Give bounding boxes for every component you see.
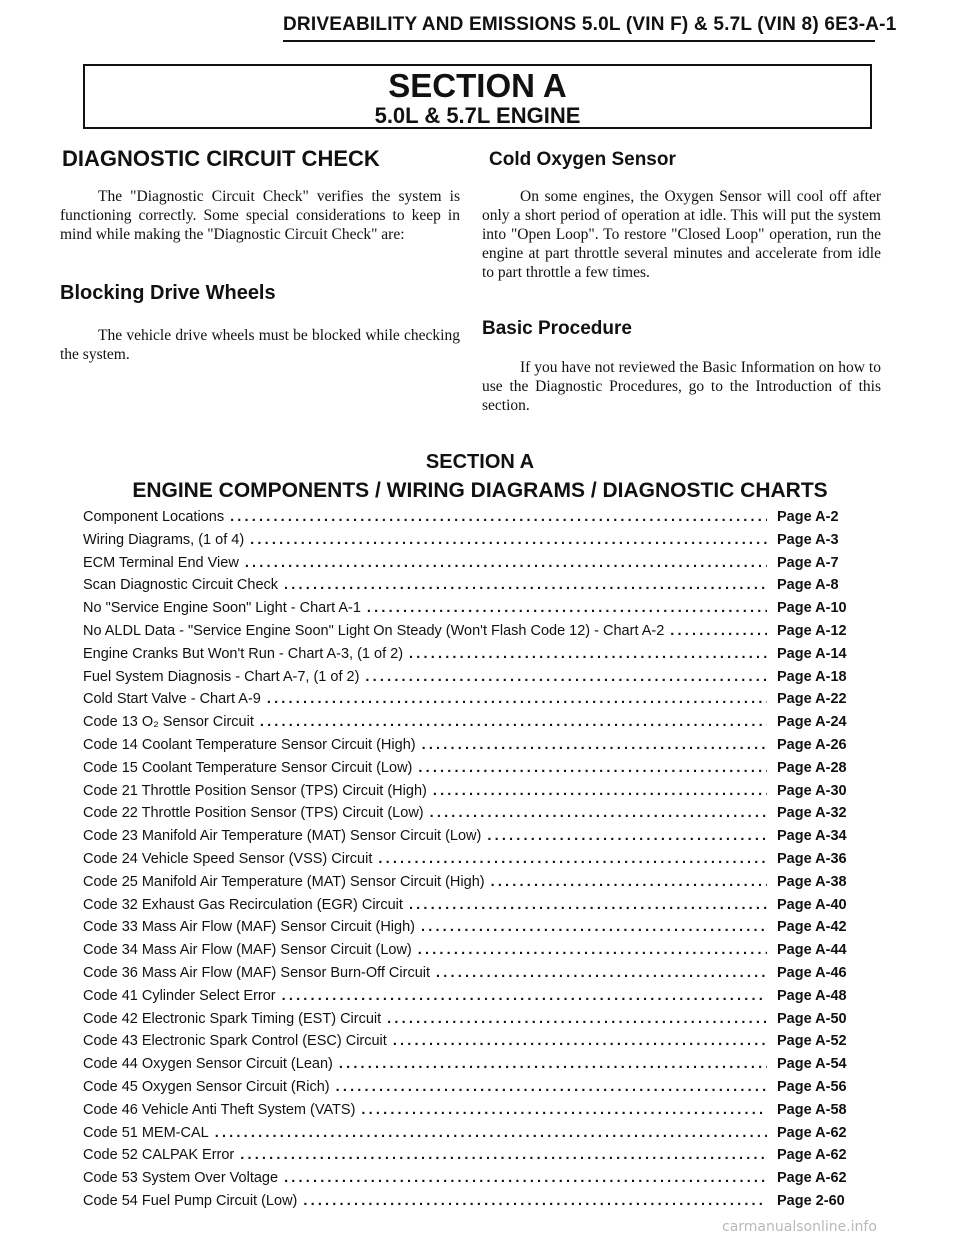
toc-leader-dots bbox=[387, 1011, 767, 1027]
toc-entry[interactable] bbox=[83, 897, 855, 920]
toc-entry-title: Code 53 System Over Voltage bbox=[83, 1170, 279, 1187]
toc-leader-dots bbox=[421, 919, 767, 935]
toc-leader-dots bbox=[418, 760, 767, 776]
toc-entry[interactable] bbox=[83, 532, 855, 555]
section-banner bbox=[83, 64, 872, 129]
toc-entry-page: Page A-26 bbox=[777, 736, 847, 753]
toc-entry-page: Page A-46 bbox=[777, 964, 847, 981]
toc-leader-dots bbox=[409, 897, 767, 913]
toc-leader-dots bbox=[433, 783, 767, 799]
watermark: carmanualsonline.info bbox=[722, 1219, 877, 1235]
toc-entry-page: Page A-52 bbox=[777, 1033, 847, 1050]
toc-entry[interactable] bbox=[83, 988, 855, 1011]
toc-entry-title: No ALDL Data - "Service Engine Soon" Light On Steady (Won't Flash Code 12) - Chart A-2 bbox=[83, 622, 665, 639]
toc-entry-title: Code 13 O₂ Sensor Circuit bbox=[83, 714, 254, 731]
toc-entry[interactable] bbox=[83, 691, 855, 714]
toc-entry-page: Page A-28 bbox=[777, 759, 847, 776]
toc-entry-page: Page A-62 bbox=[777, 1124, 847, 1141]
toc-entry-title: Code 52 CALPAK Error bbox=[83, 1147, 235, 1164]
diagnostic-circuit-check-heading: DIAGNOSTIC CIRCUIT CHECK bbox=[62, 146, 380, 171]
toc-entry[interactable] bbox=[83, 919, 855, 942]
toc-leader-dots bbox=[409, 646, 767, 662]
toc-entry-page: Page A-50 bbox=[777, 1010, 847, 1027]
toc-section-subtitle: ENGINE COMPONENTS / WIRING DIAGRAMS / DIAGNOSTIC CHARTS bbox=[132, 479, 828, 502]
toc-entry[interactable] bbox=[83, 737, 855, 760]
toc-leader-dots bbox=[245, 555, 767, 571]
toc-entry-title: Code 46 Vehicle Anti Theft System (VATS) bbox=[83, 1101, 356, 1118]
toc-entry[interactable] bbox=[83, 942, 855, 965]
toc-entry[interactable] bbox=[83, 1033, 855, 1056]
toc-entry-title: Code 14 Coolant Temperature Sensor Circuit (High) bbox=[83, 736, 416, 753]
toc-entry-title: Fuel System Diagnosis - Chart A-7, (1 of 2) bbox=[83, 668, 360, 685]
toc-entry-page: Page A-32 bbox=[777, 805, 847, 822]
basic-procedure-heading: Basic Procedure bbox=[482, 318, 632, 339]
toc-entry-title: Code 15 Coolant Temperature Sensor Circuit (Low) bbox=[83, 759, 413, 776]
page-header: DRIVEABILITY AND EMISSIONS 5.0L (VIN F) & 5.7L (VIN 8) 6E3-A-1 bbox=[283, 14, 897, 35]
toc-entry-page: Page A-14 bbox=[777, 645, 847, 662]
toc-leader-dots bbox=[378, 851, 767, 867]
toc-entry-title: Cold Start Valve - Chart A-9 bbox=[83, 691, 261, 708]
toc-entry[interactable] bbox=[83, 874, 855, 897]
toc-entry-title: Code 45 Oxygen Sensor Circuit (Rich) bbox=[83, 1078, 330, 1095]
toc-leader-dots bbox=[487, 828, 767, 844]
toc-entry[interactable] bbox=[83, 760, 855, 783]
toc-entry-title: No "Service Engine Soon" Light - Chart A-1 bbox=[83, 600, 361, 617]
toc-entry[interactable] bbox=[83, 1147, 855, 1170]
toc-entry-page: Page A-22 bbox=[777, 691, 847, 708]
toc-entry[interactable] bbox=[83, 714, 855, 737]
toc-leader-dots bbox=[282, 988, 767, 1004]
toc-entry-title: Code 34 Mass Air Flow (MAF) Sensor Circuit (Low) bbox=[83, 942, 412, 959]
toc-entry-title: Code 22 Throttle Position Sensor (TPS) Circuit (Low) bbox=[83, 805, 424, 822]
toc-entry-title: Component Locations bbox=[83, 509, 225, 525]
toc-entry-title: Code 42 Electronic Spark Timing (EST) Circuit bbox=[83, 1010, 382, 1027]
basic-procedure-text: If you have not reviewed the Basic Information on how to use the Diagnostic Procedures, go to the Introduction of this section. bbox=[482, 359, 881, 414]
toc-entry-page: Page A-24 bbox=[777, 714, 847, 731]
toc-entry[interactable] bbox=[83, 828, 855, 851]
toc-entry[interactable] bbox=[83, 600, 855, 623]
toc-entry-title: Code 25 Manifold Air Temperature (MAT) Sensor Circuit (High) bbox=[83, 873, 485, 890]
toc-entry[interactable] bbox=[83, 1125, 855, 1148]
toc-leader-dots bbox=[303, 1193, 767, 1209]
blocking-drive-wheels-heading: Blocking Drive Wheels bbox=[60, 282, 276, 304]
toc-entry[interactable] bbox=[83, 1079, 855, 1102]
toc-entry-title: Code 51 MEM-CAL bbox=[83, 1124, 209, 1141]
toc-entry-page: Page A-18 bbox=[777, 668, 847, 685]
toc-leader-dots bbox=[430, 805, 767, 821]
toc-entry-title: Code 23 Manifold Air Temperature (MAT) Sensor Circuit (Low) bbox=[83, 828, 482, 845]
toc-leader-dots bbox=[260, 714, 767, 730]
toc-leader-dots bbox=[393, 1033, 767, 1049]
toc-entry-title: Code 54 Fuel Pump Circuit (Low) bbox=[83, 1192, 298, 1209]
toc-entry[interactable] bbox=[83, 805, 855, 828]
toc-leader-dots bbox=[267, 691, 767, 707]
toc-leader-dots bbox=[284, 1170, 767, 1186]
toc-entry-page: Page A-44 bbox=[777, 942, 847, 959]
toc-entry-title: Scan Diagnostic Circuit Check bbox=[83, 577, 279, 594]
toc-entry-page: Page A-7 bbox=[777, 554, 839, 571]
toc-entry-page: Page A-34 bbox=[777, 828, 847, 845]
toc-leader-dots bbox=[250, 532, 767, 548]
toc-entry-page: Page A-8 bbox=[777, 577, 839, 594]
toc-entry-title: Code 36 Mass Air Flow (MAF) Sensor Burn-Off Circuit bbox=[83, 964, 431, 981]
toc-leader-dots bbox=[670, 623, 767, 639]
toc-entry[interactable] bbox=[83, 851, 855, 874]
toc-entry-title: Code 44 Oxygen Sensor Circuit (Lean) bbox=[83, 1056, 333, 1073]
toc-entry-page: Page A-40 bbox=[777, 896, 847, 913]
toc-leader-dots bbox=[336, 1079, 767, 1095]
toc-leader-dots bbox=[422, 737, 767, 753]
toc-leader-dots bbox=[230, 509, 767, 525]
toc-entry-page: Page A-48 bbox=[777, 987, 847, 1004]
toc-leader-dots bbox=[418, 942, 767, 958]
toc-entry-page: Page A-38 bbox=[777, 873, 847, 890]
toc-entry-page: Page A-30 bbox=[777, 782, 847, 799]
toc-entry-title: Code 32 Exhaust Gas Recirculation (EGR) Circuit bbox=[83, 896, 403, 913]
header-rule bbox=[283, 40, 875, 42]
toc-section-title: SECTION A bbox=[425, 451, 535, 473]
cold-oxygen-sensor-heading: Cold Oxygen Sensor bbox=[489, 149, 676, 170]
toc-leader-dots bbox=[339, 1056, 767, 1072]
toc-entry[interactable] bbox=[83, 623, 855, 646]
toc-leader-dots bbox=[365, 669, 767, 685]
toc-entry-title: Code 41 Cylinder Select Error bbox=[83, 987, 276, 1004]
toc-entry-page: Page 2-60 bbox=[777, 1192, 845, 1209]
toc-entry-title: ECM Terminal End View bbox=[83, 554, 239, 571]
toc-entry[interactable] bbox=[83, 646, 855, 669]
toc-entry-page: Page A-10 bbox=[777, 600, 847, 617]
toc-entry[interactable] bbox=[83, 1056, 855, 1079]
toc-entry[interactable] bbox=[83, 1102, 855, 1125]
toc-entry[interactable] bbox=[83, 669, 855, 692]
table-of-contents bbox=[83, 509, 855, 1216]
toc-entry[interactable] bbox=[83, 509, 855, 532]
toc-leader-dots bbox=[284, 577, 767, 593]
toc-leader-dots bbox=[436, 965, 767, 981]
toc-entry-page: Page A-62 bbox=[777, 1147, 847, 1164]
toc-leader-dots bbox=[367, 600, 767, 616]
toc-entry-page: Page A-12 bbox=[777, 622, 847, 639]
toc-entry-title: Code 43 Electronic Spark Control (ESC) Circuit bbox=[83, 1033, 387, 1050]
toc-entry-page: Page A-58 bbox=[777, 1101, 847, 1118]
toc-entry-page: Page A-54 bbox=[777, 1056, 847, 1073]
toc-entry-page: Page A-42 bbox=[777, 919, 847, 936]
toc-entry-page: Page A-62 bbox=[777, 1170, 847, 1187]
toc-entry-page: Page A-3 bbox=[777, 531, 839, 548]
toc-entry[interactable] bbox=[83, 555, 855, 578]
toc-entry[interactable] bbox=[83, 965, 855, 988]
toc-entry[interactable] bbox=[83, 783, 855, 806]
toc-leader-dots bbox=[491, 874, 767, 890]
toc-entry[interactable] bbox=[83, 1011, 855, 1034]
toc-entry[interactable] bbox=[83, 1170, 855, 1193]
toc-entry-title: Engine Cranks But Won't Run - Chart A-3, (1 of 2) bbox=[83, 645, 404, 662]
diagnostic-circuit-check-text: The "Diagnostic Circuit Check" verifies the system is functioning correctly. Some special considerations to keep in mind while making the "Diagnostic Circuit Check" are: bbox=[60, 188, 460, 243]
toc-entry[interactable] bbox=[83, 1193, 855, 1216]
blocking-drive-wheels-text: The vehicle drive wheels must be blocked while checking the system. bbox=[60, 327, 460, 363]
toc-entry-title: Code 21 Throttle Position Sensor (TPS) Circuit (High) bbox=[83, 782, 427, 799]
toc-entry-page: Page A-56 bbox=[777, 1078, 847, 1095]
toc-entry[interactable] bbox=[83, 577, 855, 600]
banner-subtitle: 5.0L & 5.7L ENGINE bbox=[374, 103, 581, 128]
toc-entry-title: Wiring Diagrams, (1 of 4) bbox=[83, 531, 245, 548]
toc-leader-dots bbox=[240, 1147, 767, 1163]
toc-entry-title: Code 24 Vehicle Speed Sensor (VSS) Circuit bbox=[83, 850, 373, 867]
toc-entry-page: Page A-36 bbox=[777, 850, 847, 867]
toc-leader-dots bbox=[215, 1125, 767, 1141]
toc-entry-page: Page A-2 bbox=[777, 509, 839, 525]
toc-leader-dots bbox=[361, 1102, 767, 1118]
toc-entry-title: Code 33 Mass Air Flow (MAF) Sensor Circuit (High) bbox=[83, 919, 415, 936]
banner-title: SECTION A bbox=[388, 67, 567, 104]
cold-oxygen-sensor-text: On some engines, the Oxygen Sensor will cool off after only a short period of operation at idle. This will put the system into "Open Loop". To restore "Closed Loop" operation, run the engine at part throttle several minutes and accelerate from idle to part throttle a few times. bbox=[482, 188, 881, 281]
